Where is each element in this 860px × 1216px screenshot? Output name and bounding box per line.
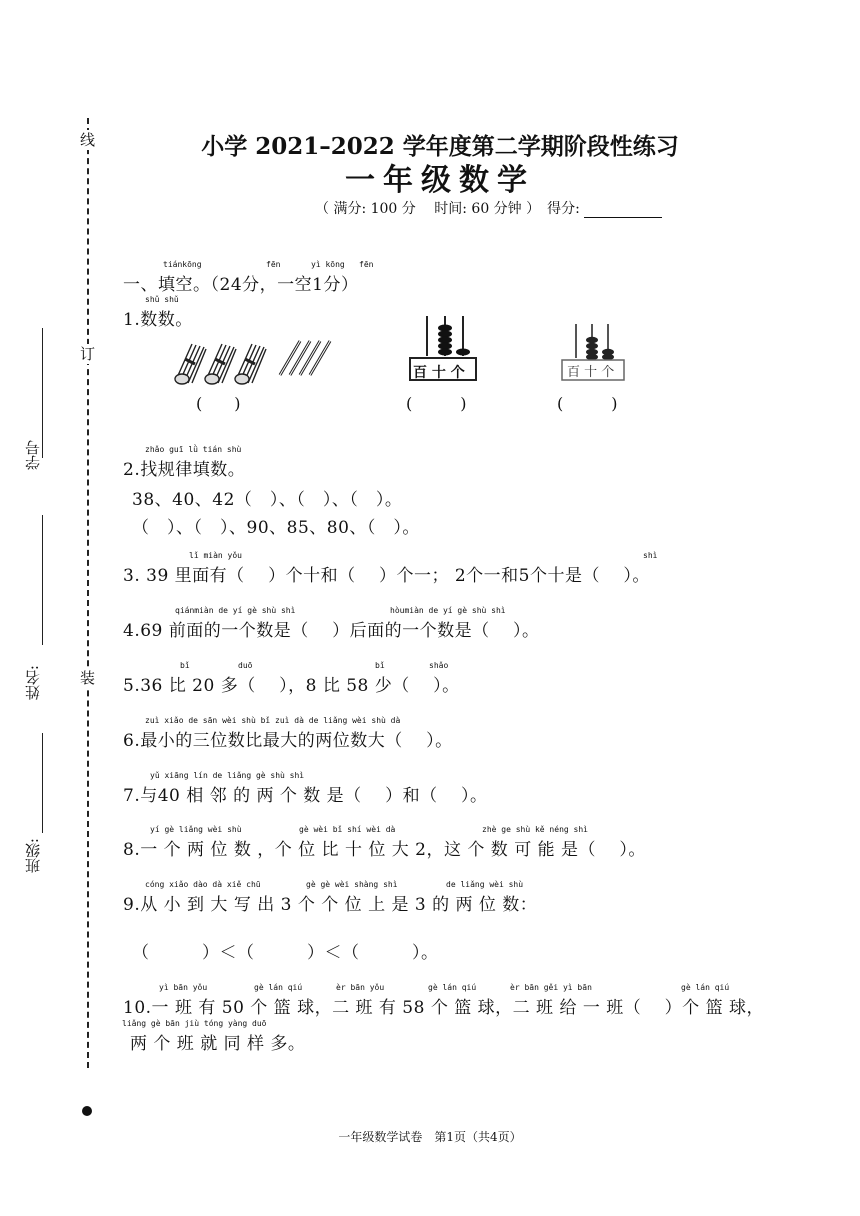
question-5[interactable] — [123, 661, 460, 696]
question-3[interactable] — [123, 551, 658, 586]
question-2-line2[interactable]: （ ）、（ ）、90、85、80、（ ）。 — [132, 518, 420, 538]
pinyin: cóng xiǎo dào dà xiě chū — [145, 880, 261, 889]
page-subtitle: 一年级数学 — [345, 163, 535, 198]
student-id-label: 学号 — [24, 440, 42, 470]
pinyin: fēn — [359, 260, 374, 269]
pinyin: gè wèi bǐ shí wèi dà — [299, 825, 396, 834]
section-heading — [123, 260, 374, 295]
pinyin: yí gè liǎng wèi shù — [150, 825, 242, 834]
question-text: 6.最小的三位数比最大的两位数大（ ）。 — [123, 731, 453, 751]
bind-char-ding: 订 — [80, 345, 96, 363]
question-9 — [123, 880, 538, 915]
pinyin: gè lán qiú — [681, 983, 730, 992]
bind-char-xian: 线 — [80, 131, 96, 149]
exam-meta — [315, 198, 662, 218]
question-4[interactable] — [123, 606, 540, 641]
pinyin: shǔ shǔ — [145, 295, 179, 304]
name-line[interactable] — [42, 515, 43, 645]
pinyin: gè lán qiú — [254, 983, 303, 992]
class-label: 班级: — [24, 838, 42, 874]
pinyin: shǎo — [429, 661, 449, 670]
page-footer: 一年级数学试卷 第1页（共4页） — [338, 1130, 522, 1144]
abacus-1-label: 百 十 个 — [413, 365, 465, 381]
question-2 — [123, 445, 246, 480]
pinyin: qiánmiàn de yí gè shù shì — [175, 606, 296, 615]
question-text: 2.找规律填数。 — [123, 460, 246, 480]
question-text: 4.69 前面的一个数是（ ）后面的一个数是（ ）。 — [123, 621, 540, 641]
question-text: 9.从 小 到 大 写 出 3 个 个 位 上 是 3 的 两 位 数： — [123, 895, 538, 915]
pinyin: fēn — [266, 260, 281, 269]
pinyin: zhè ge shù kě néng shì — [482, 825, 588, 834]
question-2-line1[interactable]: 38、40、42（ ）、（ ）、（ ）。 — [132, 490, 403, 510]
question-10-line2 — [122, 1019, 306, 1054]
name-label: 姓名: — [24, 665, 42, 701]
pinyin: liǎng gè bān jiù tóng yàng duō — [122, 1019, 267, 1028]
class-line[interactable] — [42, 733, 43, 833]
binding-dashed-line — [87, 118, 89, 1068]
abacus-2-label: 百 十 个 — [567, 365, 615, 380]
pinyin: yǔ xiāng lín de liǎng gè shù shì — [150, 771, 305, 780]
pinyin: hòumiàn de yí gè shù shì — [390, 606, 506, 615]
answer-blank-1c[interactable]: ( ) — [557, 394, 618, 413]
meta-text: （ 满分: 100 分 时间: 60 分钟 ） 得分: — [315, 201, 580, 217]
pinyin: duō — [238, 661, 253, 670]
answer-blank-1a[interactable]: ( ) — [196, 394, 241, 413]
page-title: 小学 2021–2022 学年度第二学期阶段性练习 — [201, 133, 679, 160]
section-heading-text: 一、填空。（24分，一空1分） — [123, 275, 359, 295]
question-8[interactable] — [123, 825, 646, 860]
question-1 — [123, 295, 193, 330]
pinyin: zhǎo guī lǜ tián shù — [145, 445, 242, 454]
pinyin: gè gè wèi shàng shì — [306, 880, 398, 889]
question-7[interactable] — [123, 771, 488, 806]
stick-bundles-image — [168, 335, 348, 385]
pinyin: zuì xiǎo de sān wèi shù bǐ zuì dà de liǎng wèi shù dà — [145, 716, 401, 725]
pinyin: bǐ — [180, 661, 190, 670]
question-10[interactable] — [123, 983, 764, 1018]
pinyin: bǐ — [375, 661, 385, 670]
pinyin: tiánkōng — [163, 260, 202, 269]
bind-char-zhuang: 装 — [80, 669, 96, 687]
binding-dot — [82, 1106, 92, 1116]
pinyin: gè lán qiú — [428, 983, 477, 992]
answer-blank-1b[interactable]: ( ) — [406, 394, 467, 413]
pinyin: de liǎng wèi shù — [446, 880, 524, 889]
pinyin: shì — [643, 551, 658, 560]
question-text: 7.与40 相 邻 的 两 个 数 是（ ）和（ ）。 — [123, 786, 488, 806]
pinyin: yì bān yǒu — [159, 983, 208, 992]
pinyin: èr bān yǒu — [336, 983, 385, 992]
question-text: 3. 39 里面有（ ）个十和（ ）个一； 2个一和5个十是（ ）。 — [123, 566, 650, 586]
question-text: 1.数数。 — [123, 310, 193, 330]
pinyin: èr bān gěi yì bān — [510, 983, 592, 992]
student-id-line[interactable] — [42, 328, 43, 458]
score-field[interactable] — [584, 205, 662, 218]
pinyin: yì kōng — [311, 260, 345, 269]
question-9-answer[interactable]: （ ）＜（ ）＜（ ）。 — [132, 943, 439, 963]
question-text: 5.36 比 20 多（ ），8 比 58 少（ ）。 — [123, 676, 460, 696]
question-text: 8.一 个 两 位 数 ，个 位 比 十 位 大 2，这 个 数 可 能 是（ ）。 — [123, 840, 646, 860]
question-text: 10.一 班 有 50 个 篮 球，二 班 有 58 个 篮 球，二 班 给 一 班（ ）个 篮 球， — [123, 998, 764, 1018]
question-6[interactable] — [123, 716, 453, 751]
pinyin: lǐ miàn yǒu — [189, 551, 242, 560]
question-text: 两 个 班 就 同 样 多。 — [130, 1034, 306, 1054]
